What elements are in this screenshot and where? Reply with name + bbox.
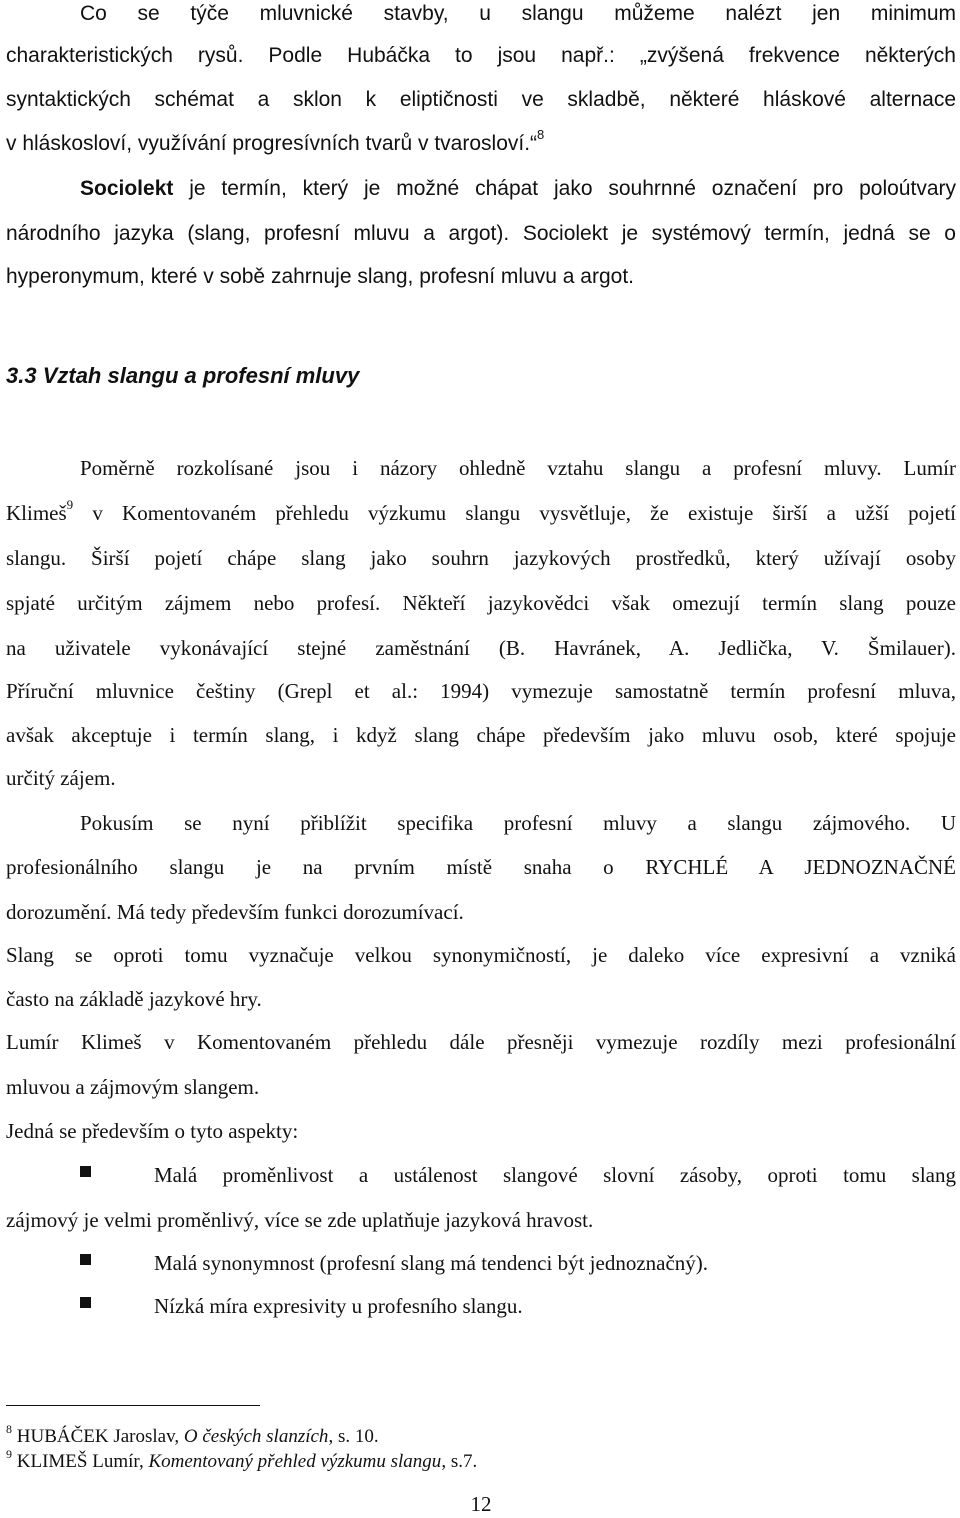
footnote-author: KLIMEŠ Lumír,: [12, 1451, 149, 1472]
square-bullet-icon: [80, 1297, 91, 1308]
paragraph-line: určitý zájem.: [6, 766, 116, 790]
paragraph-line: hyperonymum, které v sobě zahrnuje slang, profesní mluvu a argot.: [6, 265, 634, 288]
square-bullet-icon: [80, 1254, 91, 1265]
footnote-rest: , s. 10.: [328, 1426, 379, 1447]
aspects-intro: Jedná se především o tyto aspekty:: [6, 1119, 299, 1143]
paragraph-line: spjaté určitým zájmem nebo profesí. Někteří jazykovědci však omezují termín slang pouze: [6, 591, 956, 615]
paragraph-line: profesionálního slangu je na prvním místě snaha o RYCHLÉ A JEDNOZNAČNÉ: [6, 855, 956, 879]
footnote-number: 8: [6, 1421, 12, 1436]
paragraph-line: Co se týče mluvnické stavby, u slangu můžeme nalézt jen minimum: [80, 2, 956, 25]
footnote: [6, 1446, 478, 1474]
footnote-title: Komentovaný přehled výzkumu slangu: [148, 1451, 442, 1472]
footnote-author: HUBÁČEK Jaroslav,: [12, 1426, 184, 1447]
paragraph-line: Příruční mluvnice češtiny (Grepl et al.: 1994) vymezuje samostatně termín profesní mluva,: [6, 679, 956, 703]
page-number: 12: [470, 1492, 492, 1516]
paragraph-line: [6, 175, 956, 203]
bullet-item-line: Malá proměnlivost a ustálenost slangové slovní zásoby, oproti tomu slang: [154, 1163, 956, 1187]
footnote-number: 9: [6, 1446, 12, 1461]
bullet-item-line: zájmový je velmi proměnlivý, více se zde uplatňuje jazyková hravost.: [6, 1208, 594, 1232]
paragraph-line: avšak akceptuje i termín slang, i když slang chápe především jako mluvu osob, které spojuje: [6, 723, 956, 747]
paragraph-line: Slang se oproti tomu vyznačuje velkou synonymičností, je daleko více expresivní a vzniká: [6, 943, 956, 967]
paragraph-line: charakteristických rysů. Podle Hubáčka to jsou např.: „zvýšená frekvence některých: [6, 44, 956, 67]
paragraph-line: na uživatele vykonávající stejné zaměstnání (B. Havránek, A. Jedlička, V. Šmilauer).: [6, 636, 956, 660]
paragraph-line: mluvou a zájmovým slangem.: [6, 1075, 260, 1099]
bullet-item-line: Nízká míra expresivity u profesního slangu.: [154, 1294, 523, 1318]
paragraph-line: často na základě jazykové hry.: [6, 987, 262, 1011]
paragraph-text: Klimeš: [6, 501, 67, 525]
paragraph-text: v Komentovaném přehledu výzkumu slangu vysvětluje, že existuje širší a užší pojetí: [73, 501, 956, 525]
square-bullet-icon: [80, 1166, 91, 1177]
paragraph-line: [6, 127, 956, 158]
paragraph-line: národního jazyka (slang, profesní mluvu a argot). Sociolekt je systémový termín, jedná se o: [6, 222, 956, 245]
paragraph-line: Lumír Klimeš v Komentovaném přehledu dále přesněji vymezuje rozdíly mezi profesionální: [6, 1030, 956, 1054]
paragraph-line: syntaktických schémat a sklon k eliptičnosti ve skladbě, některé hláskové alternace: [6, 88, 956, 111]
footnote: [6, 1421, 379, 1449]
section-heading: 3.3 Vztah slangu a profesní mluvy: [6, 363, 360, 388]
footnote-ref: 8: [537, 127, 545, 142]
paragraph-line: Poměrně rozkolísané jsou i názory ohledně vztahu slangu a profesní mluvy. Lumír: [80, 456, 956, 480]
term-sociolekt: Sociolekt: [80, 177, 174, 200]
paragraph-line: slangu. Širší pojetí chápe slang jako souhrn jazykových prostředků, který užívají osoby: [6, 546, 956, 570]
footnote-separator: [6, 1405, 260, 1406]
footnote-rest: , s.7.: [441, 1451, 478, 1472]
paragraph-text: v hláskosloví, využívání progresívních tvarů v tvarosloví.“: [6, 132, 538, 155]
paragraph-line: dorozumění. Má tedy především funkci dorozumívací.: [6, 900, 464, 924]
footnote-title: O českých slanzích: [183, 1426, 329, 1447]
paragraph-text: je termín, který je možné chápat jako souhrnné označení pro poloútvary: [173, 177, 956, 200]
paragraph-line: Pokusím se nyní přiblížit specifika profesní mluvy a slangu zájmového. U: [80, 811, 956, 835]
paragraph-line: [6, 499, 956, 527]
bullet-item-line: Malá synonymnost (profesní slang má tendenci být jednoznačný).: [154, 1251, 709, 1275]
footnote-ref: 9: [66, 497, 74, 512]
